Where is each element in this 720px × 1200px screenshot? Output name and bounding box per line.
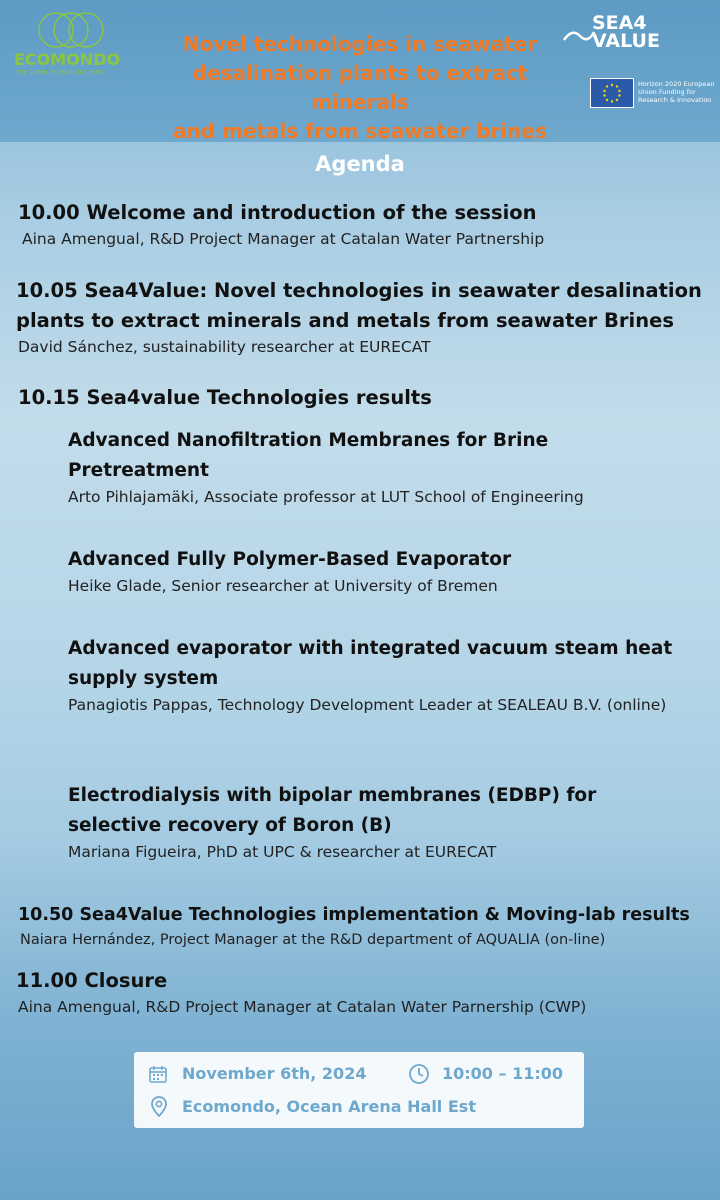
sea4value-name-bottom: VALUE — [592, 30, 660, 52]
technology-heading: Electrodialysis with bipolar membranes (EDBP) for selective recovery of Boron (B) — [68, 785, 597, 836]
technology-speaker: Heike Glade, Senior researcher at University of Bremen — [68, 577, 498, 595]
technology-item — [68, 634, 708, 716]
title-line: Novel technologies in seawater — [182, 32, 538, 56]
clock-icon — [408, 1063, 430, 1085]
event-info-box — [134, 1052, 584, 1128]
agenda-item-heading: 10.00 Welcome and introduction of the session — [18, 201, 537, 224]
wave-icon — [562, 24, 596, 48]
agenda-item — [18, 198, 544, 250]
page-title — [150, 30, 570, 146]
agenda-item-speaker: Aina Amengual, R&D Project Manager at Catalan Water Partnership — [22, 230, 545, 248]
eu-flag-icon — [590, 78, 634, 108]
agenda-heading: Agenda — [315, 152, 405, 176]
technology-heading: Advanced Fully Polymer-Based Evaporator — [68, 549, 512, 570]
ecomondo-name: ECOMONDO — [14, 50, 121, 69]
header-banner — [0, 0, 720, 142]
technology-speaker: Panagiotis Pappas, Technology Development Leader at SEALEAU B.V. (online) — [68, 696, 667, 714]
technology-item — [68, 545, 688, 597]
ecomondo-tagline: THE GREEN TECHNOLOGY EXPO — [16, 70, 104, 76]
event-time: 10:00 – 11:00 — [442, 1064, 563, 1083]
technology-heading: Advanced evaporator with integrated vacuum steam heat supply system — [68, 638, 673, 689]
technology-speaker: Mariana Figueira, PhD at UPC & researcher at EURECAT — [68, 843, 497, 861]
location-pin-icon — [150, 1096, 168, 1118]
agenda-item-heading: 10.50 Sea4Value Technologies implementation & Moving-lab results — [18, 905, 690, 925]
event-location: Ecomondo, Ocean Arena Hall Est — [182, 1097, 476, 1116]
event-date: November 6th, 2024 — [182, 1064, 367, 1083]
agenda-item-speaker: David Sánchez, sustainability researcher at EURECAT — [18, 338, 431, 356]
agenda-item — [18, 901, 690, 951]
ecomondo-logo — [14, 10, 124, 84]
technology-heading: Advanced Nanofiltration Membranes for Brine Pretreatment — [68, 430, 549, 481]
eu-funding-badge — [590, 78, 714, 118]
calendar-icon — [148, 1064, 168, 1084]
agenda-item — [16, 276, 706, 358]
agenda-item-heading: 10.05 Sea4Value: Novel technologies in seawater desalination plants to extract minerals and metals from seawater Brines — [16, 279, 702, 332]
agenda-item — [18, 383, 432, 413]
agenda-item-speaker: Naiara Hernández, Project Manager at the R&D department of AQUALIA (on-line) — [20, 932, 606, 948]
ecomondo-rings-icon — [36, 10, 106, 50]
technology-item — [68, 781, 668, 863]
eu-funding-text: Horizon 2020 European Union Funding for Research & Innovation — [638, 80, 715, 104]
sea4value-name-top: SEA4 — [592, 12, 647, 34]
agenda-item-heading: 10.15 Sea4value Technologies results — [18, 386, 432, 409]
technology-speaker: Arto Pihlajamäki, Associate professor at LUT School of Engineering — [68, 488, 584, 506]
agenda-item-heading: 11.00 Closure — [16, 969, 168, 992]
title-line: desalination plants to extract minerals — [192, 61, 528, 114]
title-line: and metals from seawater brines — [173, 119, 547, 143]
technology-item — [68, 426, 628, 508]
sea4value-logo — [556, 10, 706, 70]
agenda-item — [16, 966, 586, 1018]
agenda-item-speaker: Aina Amengual, R&D Project Manager at Catalan Water Parnership (CWP) — [18, 998, 587, 1016]
